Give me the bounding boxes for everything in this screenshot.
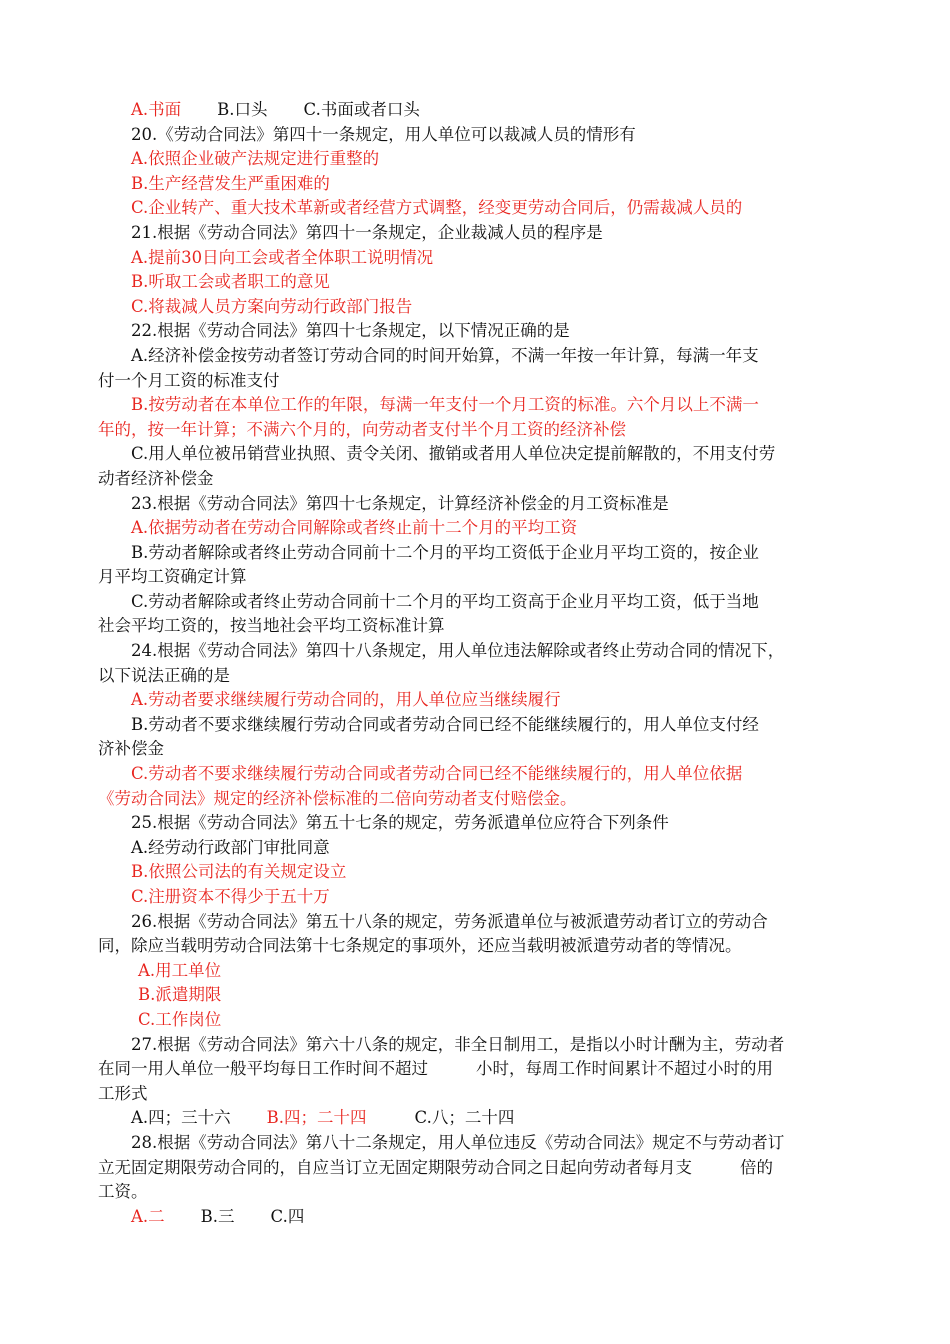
option-b: B.四；二十四 <box>266 1108 367 1128</box>
option-b: B.三 <box>200 1206 235 1226</box>
answer-line: A.提前30日向工会或者全体职工说明情况 <box>131 247 434 267</box>
option-line-cont: 付一个月工资的标准支付 <box>98 370 280 390</box>
answer-line: B.听取工会或者职工的意见 <box>131 272 330 292</box>
question-28-part: 立无固定期限劳动合同的，自应当订立无固定期限劳动合同之日起向劳动者每月支 <box>98 1157 692 1177</box>
option-line-cont: 济补偿金 <box>98 739 164 759</box>
question-28-cont: 工资。 <box>98 1182 148 1202</box>
option-line: B.劳动者不要求继续履行劳动合同或者劳动合同已经不能继续履行的，用人单位支付经 <box>131 714 759 734</box>
question-22: 22.根据《劳动合同法》第四十七条规定，以下情况正确的是 <box>131 321 570 341</box>
question-28-part: 倍的 <box>740 1157 773 1177</box>
question-28-cont <box>98 1156 863 1181</box>
document-body <box>98 98 863 1229</box>
option-a: A.书面 <box>131 100 182 119</box>
question-20: 20.《劳动合同法》第四十一条规定，用人单位可以裁减人员的情形有 <box>131 124 636 144</box>
option-line: B.劳动者解除或者终止劳动合同前十二个月的平均工资低于企业月平均工资的，按企业 <box>131 542 759 562</box>
q28-options <box>98 1205 863 1230</box>
option-c: C.八；二十四 <box>414 1108 515 1128</box>
answer-line: C.企业转产、重大技术革新或者经营方式调整，经变更劳动合同后，仍需裁减人员的 <box>131 198 743 218</box>
answer-line-cont: 《劳动合同法》规定的经济补偿标准的二倍向劳动者支付赔偿金。 <box>98 788 577 808</box>
question-23: 23.根据《劳动合同法》第四十七条规定，计算经济补偿金的月工资标准是 <box>131 493 669 513</box>
option-line-cont: 社会平均工资的，按当地社会平均工资标准计算 <box>98 616 445 636</box>
answer-line: A.劳动者要求继续履行劳动合同的，用人单位应当继续履行 <box>131 690 561 710</box>
question-27-part: 小时，每周工作时间累计不超过小时的用 <box>476 1059 773 1079</box>
option-c: C.书面或者口头 <box>303 100 420 119</box>
option-line: A.经济补偿金按劳动者签订劳动合同的时间开始算，不满一年按一年计算，每满一年支 <box>131 345 759 365</box>
q19-options <box>98 98 863 123</box>
option-a: A.二 <box>131 1206 165 1226</box>
answer-line: C.工作岗位 <box>138 1009 222 1029</box>
question-24-cont: 以下说法正确的是 <box>98 665 230 685</box>
option-line: C.用人单位被吊销营业执照、责令关闭、撤销或者用人单位决定提前解散的，不用支付劳 <box>131 444 776 464</box>
answer-line: A.依照企业破产法规定进行重整的 <box>131 149 380 169</box>
question-26: 26.根据《劳动合同法》第五十八条的规定，劳务派遣单位与被派遣劳动者订立的劳动合 <box>131 911 768 931</box>
answer-line: B.生产经营发生严重困难的 <box>131 173 330 193</box>
question-27-cont: 工形式 <box>98 1083 148 1103</box>
option-line: A.经劳动行政部门审批同意 <box>131 837 330 857</box>
option-line-cont: 月平均工资确定计算 <box>98 567 247 587</box>
answer-line: A.用工单位 <box>138 960 222 980</box>
answer-line: B.按劳动者在本单位工作的年限，每满一年支付一个月工资的标准。六个月以上不满一 <box>131 395 759 415</box>
answer-line: A.依据劳动者在劳动合同解除或者终止前十二个月的平均工资 <box>131 518 578 538</box>
question-27-cont <box>98 1057 863 1082</box>
question-27-part: 在同一用人单位一般平均每日工作时间不超过 <box>98 1059 428 1079</box>
question-21: 21.根据《劳动合同法》第四十一条规定，企业裁减人员的程序是 <box>131 222 603 242</box>
answer-line: B.依照公司法的有关规定设立 <box>131 862 347 882</box>
answer-line: B.派遣期限 <box>138 985 222 1005</box>
question-25: 25.根据《劳动合同法》第五十七条的规定，劳务派遣单位应符合下列条件 <box>131 813 669 833</box>
question-27: 27.根据《劳动合同法》第六十八条的规定，非全日制用工，是指以小时计酬为主，劳动者 <box>131 1034 785 1054</box>
answer-line: C.注册资本不得少于五十万 <box>131 887 330 906</box>
question-24: 24.根据《劳动合同法》第四十八条规定，用人单位违法解除或者终止劳动合同的情况下， <box>131 641 785 661</box>
answer-line: C.将裁减人员方案向劳动行政部门报告 <box>131 296 413 316</box>
option-a: A.四；三十六 <box>131 1108 231 1128</box>
option-line-cont: 动者经济补偿金 <box>98 468 214 488</box>
answer-line-cont: 年的，按一年计算；不满六个月的，向劳动者支付半个月工资的经济补偿 <box>98 419 626 439</box>
option-c: C.四 <box>270 1206 305 1226</box>
question-28: 28.根据《劳动合同法》第八十二条规定，用人单位违反《劳动合同法》规定不与劳动者订 <box>131 1132 785 1152</box>
option-line: C.劳动者解除或者终止劳动合同前十二个月的平均工资高于企业月平均工资，低于当地 <box>131 591 759 611</box>
answer-line: C.劳动者不要求继续履行劳动合同或者劳动合同已经不能继续履行的，用人单位依据 <box>131 764 743 784</box>
q27-options <box>98 1106 863 1131</box>
question-26-cont: 同，除应当载明劳动合同法第十七条规定的事项外，还应当载明被派遣劳动者的等情况。 <box>98 936 742 956</box>
option-b: B.口头 <box>217 100 268 119</box>
